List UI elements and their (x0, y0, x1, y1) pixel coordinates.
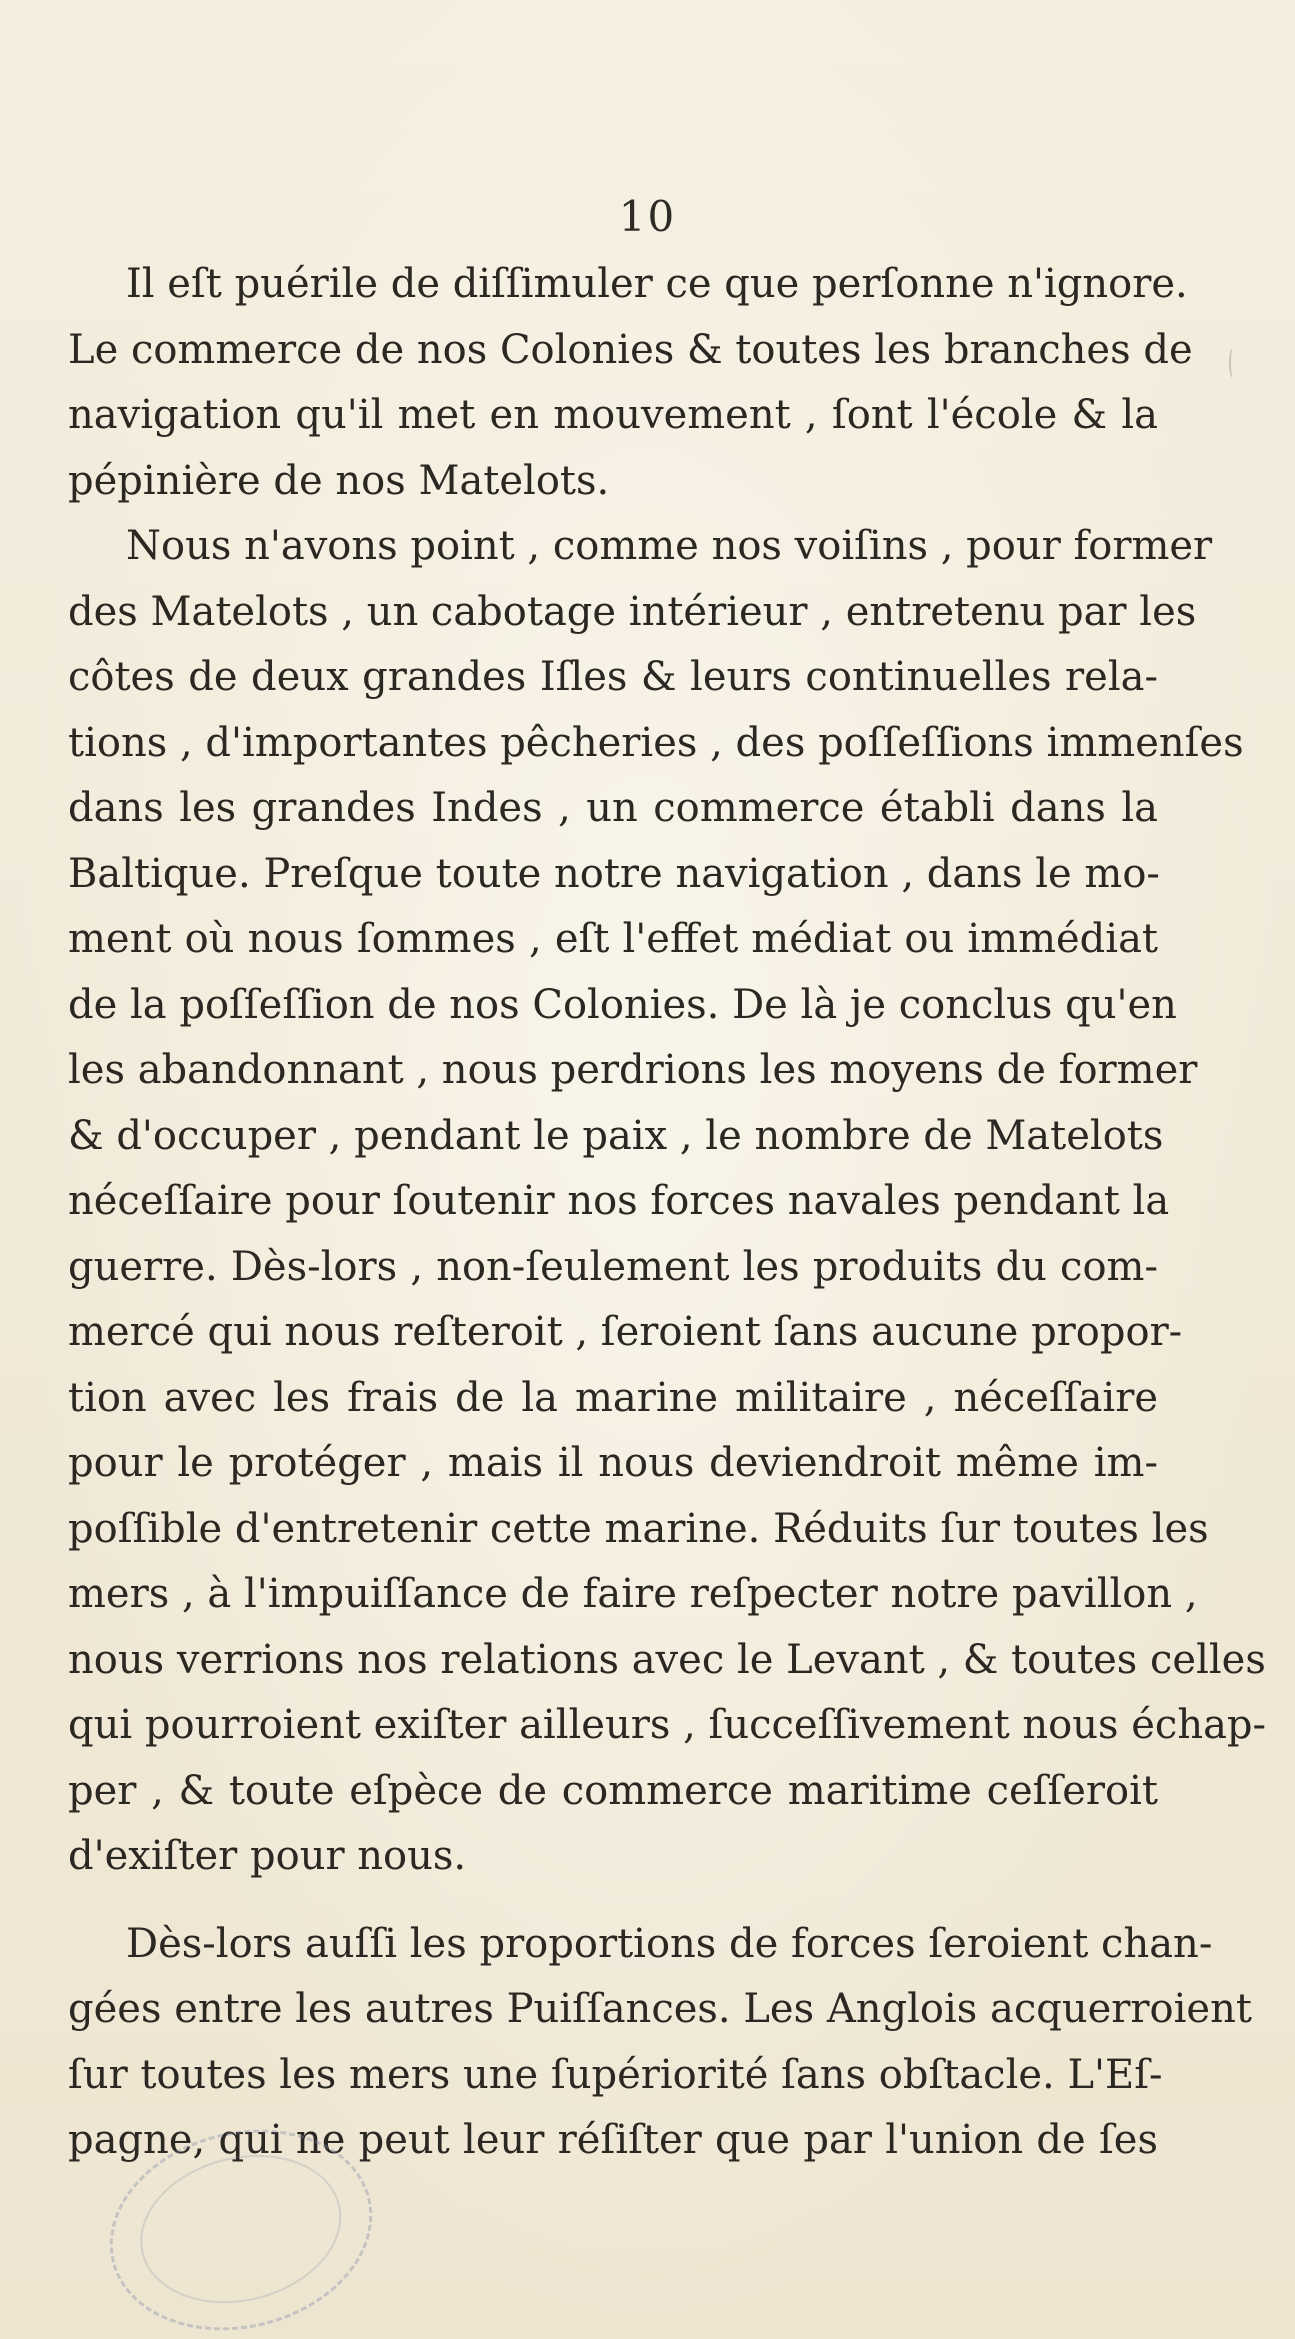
text-line: d'exiſter pour nous. (68, 1833, 467, 1879)
text-line: per , & toute eſpèce de commerce maritime ceſſeroit (68, 1767, 1158, 1814)
text-line: dans les grandes Indes , un commerce établi dans la (68, 785, 1158, 831)
paragraph-gap (68, 1890, 1158, 1912)
text-line: navigation qu'il met en mouvement , ſont l'école & la (68, 392, 1158, 438)
text-line: mercé qui nous reſteroit , ſeroient ſans aucune propor- (68, 1309, 1183, 1355)
text-line: nous verrions nos relations avec le Levant , & toutes celles (68, 1636, 1266, 1683)
text-line: côtes de deux grandes Iſles & leurs continuelles rela- (68, 654, 1158, 700)
text-line: les abandonnant , nous perdrions les moyens de former (68, 1047, 1198, 1093)
text-line: pagne, qui ne peut leur réſiſter que par l'union de ſes (68, 2117, 1158, 2163)
page-number: 10 (618, 192, 677, 241)
text-line: gées entre les autres Puiſſances. Les Anglois acquerroient (68, 1986, 1252, 2032)
text-line: des Matelots , un cabotage intérieur , entretenu par les (68, 588, 1197, 635)
text-line: & d'occuper , pendant le paix , le nombre de Matelots (68, 1112, 1164, 1159)
margin-mark (1229, 348, 1237, 378)
text-line: qui pourroient exiſter ailleurs , ſucceſſivement nous échap- (68, 1702, 1267, 1748)
text-line: mers , à l'impuiſſance de faire reſpecter notre pavillon , (68, 1571, 1198, 1617)
text-line: ment où nous ſommes , eſt l'effet médiat ou immédiat (68, 916, 1158, 962)
text-line: Il eſt puérile de diſſimuler ce que perſonne n'ignore. (126, 261, 1188, 307)
text-line: guerre. Dès-lors , non-ſeulement les produits du com- (68, 1243, 1158, 1290)
text-line: Le commerce de nos Colonies & toutes les branches de (68, 326, 1193, 373)
text-line: tion avec les frais de la marine militaire , néceſſaire (68, 1374, 1158, 1421)
library-stamp-inner-ring (124, 2134, 357, 2323)
text-line: pépinière de nos Matelots. (68, 457, 610, 504)
text-line: tions , d'importantes pêcheries , des poſſeſſions immenſes (68, 719, 1244, 766)
text-line: néceſſaire pour ſoutenir nos forces navales pendant la (68, 1178, 1170, 1224)
body-text (68, 252, 1267, 2174)
text-line: Baltique. Preſque toute notre navigation , dans le mo- (68, 850, 1160, 897)
text-line: poſſible d'entretenir cette marine. Réduits ſur toutes les (68, 1505, 1209, 1552)
text-line: de la poſſeſſion de nos Colonies. De là je conclus qu'en (68, 981, 1177, 1028)
text-line: Nous n'avons point , comme nos voiſins , pour former (126, 523, 1213, 569)
text-line: Dès-lors auſſi les proportions de forces ſeroient chan- (126, 1920, 1213, 1967)
text-line: pour le protéger , mais il nous deviendroit même im- (68, 1440, 1158, 1486)
text-line: ſur toutes les mers une ſupériorité ſans obſtacle. L'Eſ- (68, 2051, 1163, 2098)
